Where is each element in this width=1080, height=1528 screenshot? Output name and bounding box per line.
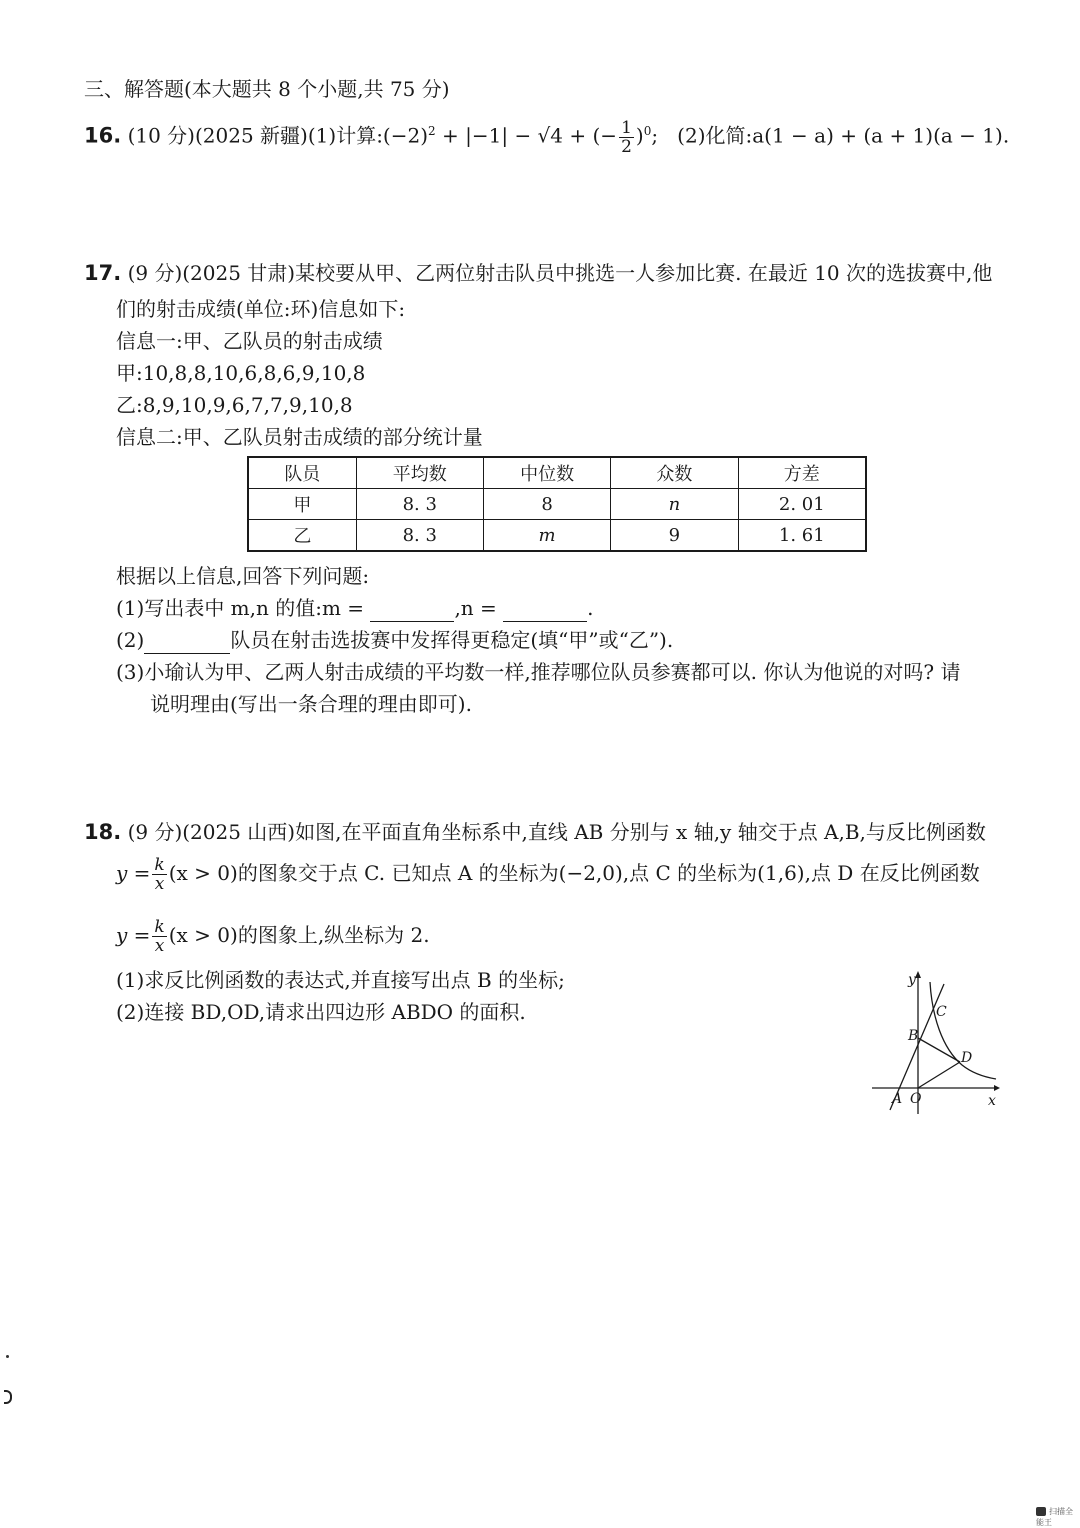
question-18-line1 bbox=[84, 818, 986, 846]
segment-bd bbox=[918, 1038, 960, 1062]
sub2-text-b: 队员在射击选拔赛中发挥得更稳定(填“甲”或“乙”). bbox=[230, 628, 674, 652]
question-points: (9 分) bbox=[127, 261, 183, 285]
sub1-text-c: . bbox=[587, 596, 594, 620]
table-header: 队员 bbox=[248, 457, 356, 489]
part2-text: (2)化简:a(1 − a) + (a + 1)(a − 1). bbox=[677, 123, 1010, 148]
question-18-sub2: (2)连接 BD,OD,请求出四边形 ABDO 的面积. bbox=[116, 1000, 526, 1024]
part1-semicolon: ; bbox=[651, 123, 659, 148]
part1-mid: + |−1| − √4 + (− bbox=[435, 123, 618, 148]
info-two-title: 信息二:甲、乙队员射击成绩的部分统计量 bbox=[116, 425, 483, 449]
table-header: 众数 bbox=[611, 457, 738, 489]
table-cell: n bbox=[611, 489, 738, 520]
table-header: 中位数 bbox=[483, 457, 610, 489]
table-header: 平均数 bbox=[356, 457, 483, 489]
point-c-label: C bbox=[936, 1004, 947, 1020]
scan-edge-mark bbox=[4, 1390, 12, 1404]
yi-scores: 乙:8,9,10,9,6,7,7,9,10,8 bbox=[116, 393, 353, 417]
question-points: (9 分) bbox=[127, 820, 183, 844]
x-axis-arrow-icon bbox=[994, 1085, 1000, 1091]
jia-scores: 甲:10,8,8,10,6,8,6,9,10,8 bbox=[116, 361, 366, 385]
question-prompt: 根据以上信息,回答下列问题: bbox=[116, 564, 370, 588]
table-cell: 8 bbox=[483, 489, 610, 520]
question-17-line1 bbox=[84, 259, 992, 287]
table-row bbox=[248, 520, 866, 552]
table-cell: 8. 3 bbox=[356, 520, 483, 552]
question-points: (10 分) bbox=[127, 123, 195, 148]
sub-question-2 bbox=[116, 626, 673, 654]
coordinate-figure bbox=[866, 968, 1006, 1118]
point-o-label: O bbox=[910, 1091, 922, 1107]
x-axis-label: x bbox=[988, 1093, 996, 1109]
line2-text: (x > 0)的图象交于点 C. 已知点 A 的坐标为(−2,0),点 C 的坐标为(1,6),点 D 在反比例函数 bbox=[168, 861, 980, 885]
question-18-line3 bbox=[116, 918, 430, 955]
question-source: (2025 新疆) bbox=[194, 123, 308, 148]
point-b-label: B bbox=[908, 1028, 919, 1044]
info-one-title: 信息一:甲、乙队员的射击成绩 bbox=[116, 329, 383, 353]
table-cell: m bbox=[483, 520, 610, 552]
exponent-0: 0 bbox=[643, 124, 652, 138]
scanner-logo-icon bbox=[1036, 1507, 1046, 1516]
question-number: 16. bbox=[84, 123, 122, 148]
answer-blank-n[interactable] bbox=[503, 601, 587, 622]
y-equals: y = bbox=[116, 923, 151, 947]
question-source: (2025 甘肃) bbox=[182, 261, 296, 285]
question-number: 18. bbox=[84, 820, 122, 844]
y-equals: y = bbox=[116, 861, 151, 885]
sub2-text-a: (2) bbox=[116, 628, 145, 652]
y-axis-label: y bbox=[908, 972, 916, 988]
watermark-text: 扫描全能王 bbox=[1036, 1507, 1073, 1527]
sub-question-3-line2: 说明理由(写出一条合理的理由即可). bbox=[150, 692, 472, 716]
sub1-text-b: ,n = bbox=[454, 596, 504, 620]
table-cell: 8. 3 bbox=[356, 489, 483, 520]
point-d-label: D bbox=[961, 1050, 973, 1066]
table-row bbox=[248, 489, 866, 520]
table-cell: 甲 bbox=[248, 489, 356, 520]
scanner-watermark bbox=[1036, 1506, 1080, 1528]
exponent-2: 2 bbox=[428, 124, 436, 138]
part1-prefix: (1)计算:(−2) bbox=[307, 123, 429, 148]
sub1-text-a: (1)写出表中 m,n 的值:m = bbox=[116, 596, 371, 620]
sub-question-3-line1: (3)小瑜认为甲、乙两人射击成绩的平均数一样,推荐哪位队员参赛都可以. 你认为他说的对吗? 请 bbox=[116, 660, 961, 684]
fraction-k-over-x: $\frac{k}{x}$ bbox=[154, 917, 165, 956]
table-cell: 9 bbox=[611, 520, 738, 552]
section-title: 三、解答题(本大题共 8 个小题,共 75 分) bbox=[84, 77, 450, 101]
part1-end: ) bbox=[635, 123, 644, 148]
question-source: (2025 山西) bbox=[182, 820, 296, 844]
segment-od bbox=[918, 1062, 960, 1088]
sub-question-1 bbox=[116, 594, 594, 622]
table-cell: 1. 61 bbox=[738, 520, 866, 552]
stats-table bbox=[247, 456, 867, 552]
table-header: 方差 bbox=[738, 457, 866, 489]
table-cell: 乙 bbox=[248, 520, 356, 552]
fraction-one-half: $\frac{1}{2}$ bbox=[621, 117, 632, 157]
table-header-row bbox=[248, 457, 866, 489]
question-16 bbox=[84, 117, 1009, 156]
question-18-line2 bbox=[116, 856, 980, 893]
question-text: 某校要从甲、乙两位射击队员中挑选一人参加比赛. 在最近 10 次的选拔赛中,他 bbox=[295, 261, 993, 285]
question-text: 如图,在平面直角坐标系中,直线 AB 分别与 x 轴,y 轴交于点 A,B,与反比例函数 bbox=[295, 820, 986, 844]
fraction-k-over-x: $\frac{k}{x}$ bbox=[154, 855, 165, 894]
answer-blank-player[interactable] bbox=[144, 633, 230, 654]
answer-blank-m[interactable] bbox=[370, 601, 454, 622]
point-a-label: A bbox=[892, 1091, 903, 1107]
scan-dot-mark bbox=[6, 1355, 9, 1358]
question-17-line2: 们的射击成绩(单位:环)信息如下: bbox=[116, 297, 406, 321]
question-number: 17. bbox=[84, 261, 122, 285]
line3-text: (x > 0)的图象上,纵坐标为 2. bbox=[168, 923, 430, 947]
table-cell: 2. 01 bbox=[738, 489, 866, 520]
question-18-sub1: (1)求反比例函数的表达式,并直接写出点 B 的坐标; bbox=[116, 968, 565, 992]
